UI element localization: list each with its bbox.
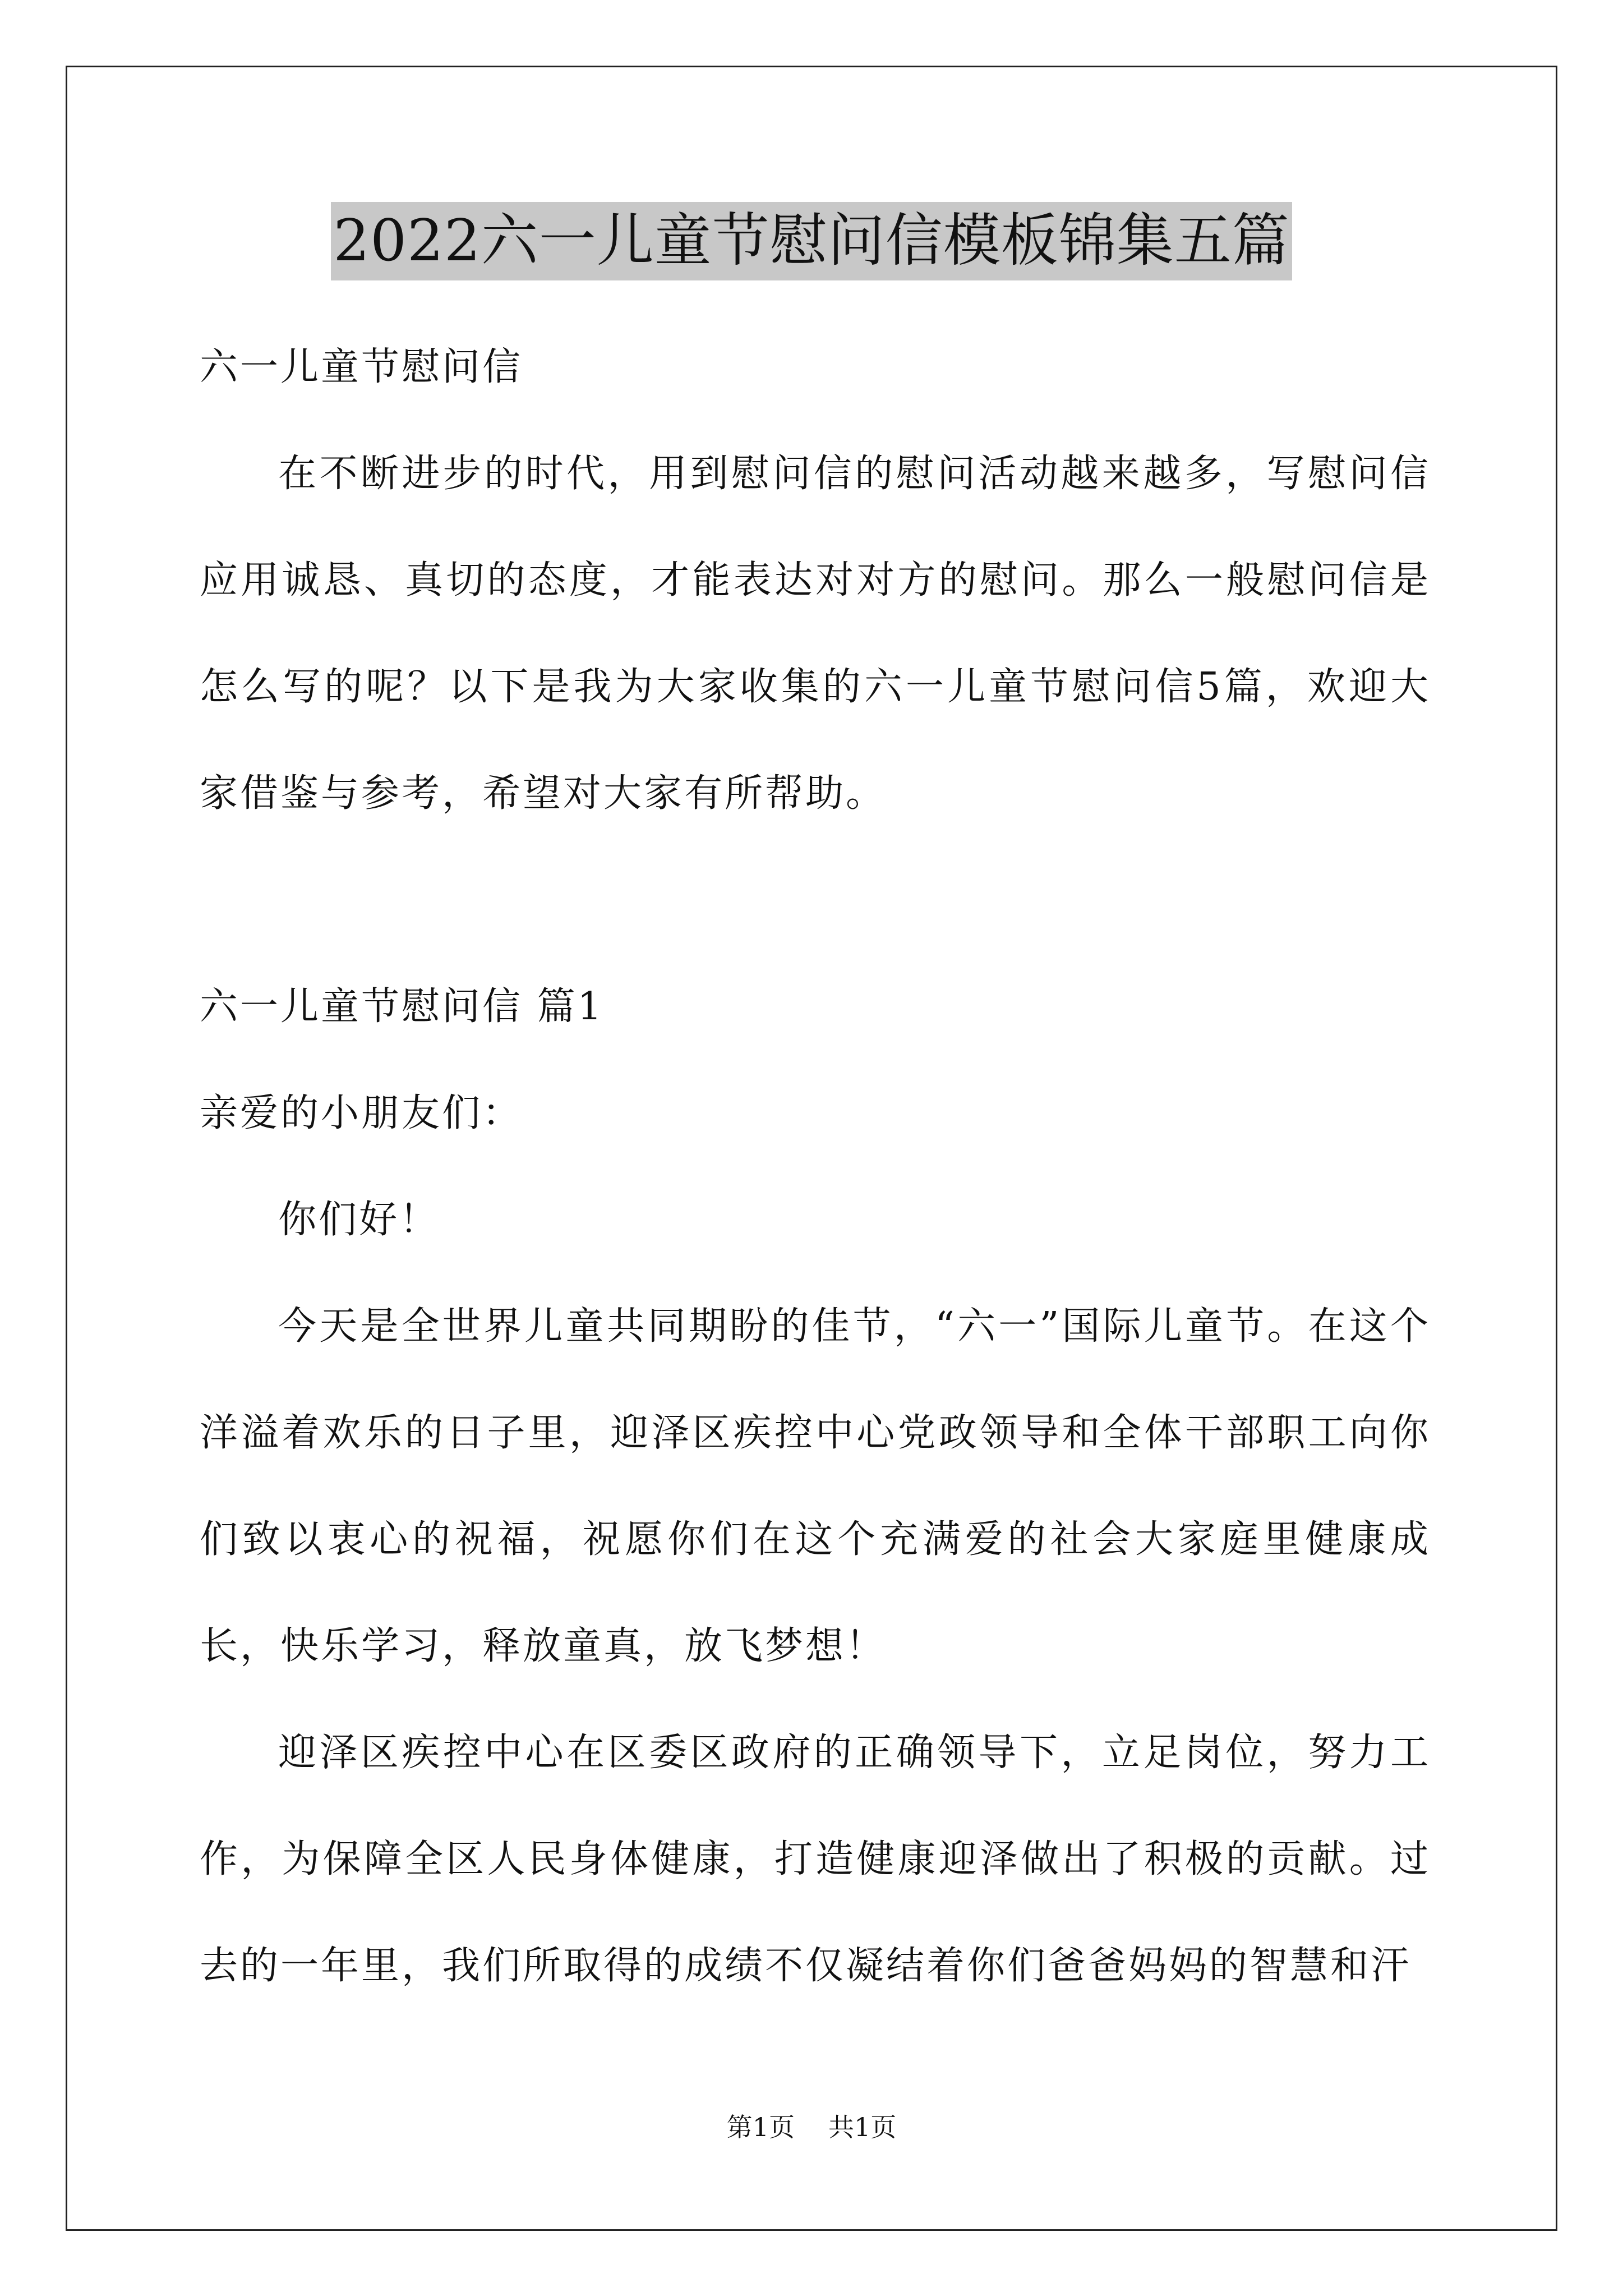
section-heading: 六一儿童节慰问信 篇1 (200, 984, 604, 1029)
greeting: 你们好！ (278, 1198, 440, 1242)
salutation: 亲爱的小朋友们： (200, 1091, 523, 1135)
intro-paragraph: 在不断进步的时代，用到慰问信的慰问活动越来越多，写慰问信应用诚恳、真切的态度，才能表达对对方的慰问。那么一般慰问信是怎么写的呢？以下是我为大家收集的六一儿童节慰问信5篇，欢迎大家借鉴与参考，希望对大家有所帮助。 (200, 452, 1431, 816)
page-number: 第1页 (726, 2112, 795, 2142)
section-heading: 六一儿童节慰问信 (200, 345, 523, 389)
document-title: 2022六一儿童节慰问信模板锦集五篇 (331, 202, 1292, 280)
page-footer (0, 2110, 1623, 2144)
page-total: 共1页 (828, 2112, 897, 2142)
body-paragraph: 迎泽区疾控中心在区委区政府的正确领导下，立足岗位，努力工作，为保障全区人民身体健康，打造健康迎泽做出了积极的贡献。过去的一年里，我们所取得的成绩不仅凝结着你们爸爸妈妈的智慧和汗 (200, 1731, 1431, 1988)
body-paragraph: 今天是全世界儿童共同期盼的佳节，“六一”国际儿童节。在这个洋溢着欢乐的日子里，迎泽区疾控中心党政领导和全体干部职工向你们致以衷心的祝福，祝愿你们在这个充满爱的社会大家庭里健康成长，快乐学习，释放童真，放飞梦想！ (200, 1304, 1431, 1668)
document-body (200, 314, 1431, 2019)
title-container (0, 202, 1623, 280)
